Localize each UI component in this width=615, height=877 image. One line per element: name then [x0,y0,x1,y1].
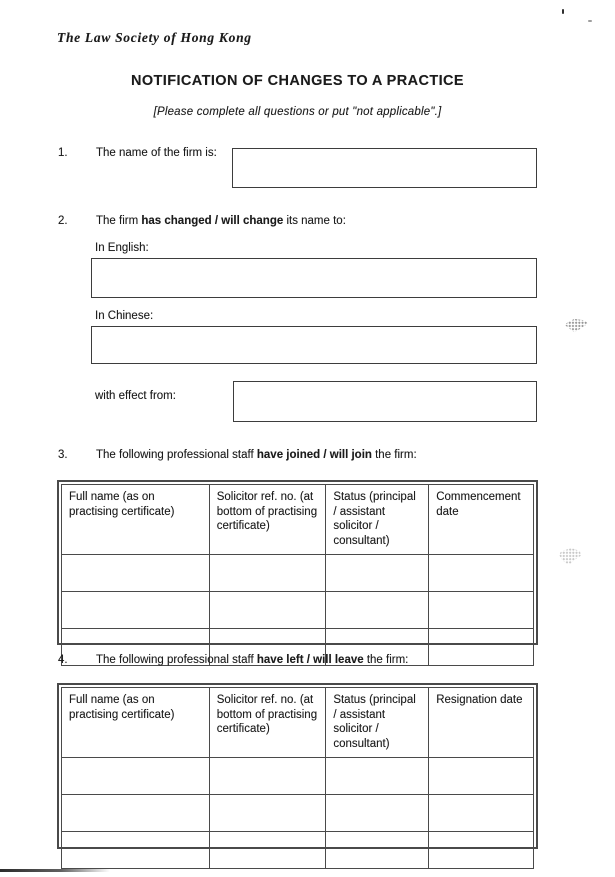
form-subtitle: [Please complete all questions or put "not applicable".] [153,106,442,118]
q2-label-pre: The firm [96,215,142,227]
q3-label-post: the firm: [371,449,417,461]
q2-number: 2. [58,215,68,227]
q4-label-bold: have left / will leave [256,654,364,666]
table-header-cell-status: Status (principal / assistant solicitor / consultant) [326,688,429,758]
scan-speck [588,20,592,22]
q4-label-pre: The following professional staff [96,654,257,666]
table-cell[interactable] [62,831,210,868]
table-cell[interactable] [62,591,210,628]
table-row [62,554,534,591]
q3-number: 3. [58,449,68,461]
table-cell[interactable] [429,554,534,591]
table-cell[interactable] [62,757,210,794]
q1-number: 1. [58,147,68,159]
q4-label [96,654,408,666]
table-cell[interactable] [326,591,429,628]
staff-left-table [57,683,538,849]
table-cell[interactable] [209,831,326,868]
effect-date-input-box[interactable] [233,381,537,422]
table-row [62,794,534,831]
table-cell[interactable] [429,794,534,831]
form-title: NOTIFICATION OF CHANGES TO A PRACTICE [131,73,464,89]
chinese-name-input-box[interactable] [91,326,537,364]
q2-label [96,215,346,227]
table-cell[interactable] [209,554,326,591]
table-cell[interactable] [429,591,534,628]
table-cell[interactable] [209,591,326,628]
in-english-label: In English: [95,242,149,254]
scan-smudge [565,318,588,333]
table-cell[interactable] [429,757,534,794]
table-cell[interactable] [209,757,326,794]
table-cell[interactable] [62,794,210,831]
table-row [62,757,534,794]
scan-smudge [559,548,581,565]
table-cell[interactable] [326,757,429,794]
table-cell[interactable] [326,554,429,591]
table-row [62,831,534,868]
table-header-row [62,485,534,555]
q3-label [96,449,417,461]
q2-label-bold: has changed / will change [141,215,284,227]
scan-edge-artifact [0,869,110,872]
table-header-cell-solicitor-ref: Solicitor ref. no. (at bottom of practising certificate) [209,688,326,758]
table-cell[interactable] [326,831,429,868]
q3-label-bold: have joined / will join [256,449,372,461]
scan-speck [562,9,564,14]
table-header-row [62,688,534,758]
table-cell[interactable] [326,794,429,831]
q4-label-post: the firm: [363,654,409,666]
table-row [62,591,534,628]
table-header-cell-resignation-date: Resignation date [429,688,534,758]
q3-label-pre: The following professional staff [96,449,257,461]
firm-name-input-box[interactable] [232,148,537,188]
table-cell[interactable] [209,794,326,831]
q4-number: 4. [58,654,68,666]
table-header-cell-commencement-date: Commencement date [429,485,534,555]
table-cell[interactable] [429,628,534,665]
org-name: The Law Society of Hong Kong [57,30,252,45]
staff-joined-table [57,480,538,645]
table-header-cell-full-name: Full name (as on practising certificate) [62,688,210,758]
table-header-cell-status: Status (principal / assistant solicitor / consultant) [326,485,429,555]
table-cell[interactable] [429,831,534,868]
q1-label: The name of the firm is: [96,147,217,159]
table-cell[interactable] [62,554,210,591]
english-name-input-box[interactable] [91,258,537,298]
table-header-cell-solicitor-ref: Solicitor ref. no. (at bottom of practising certificate) [209,485,326,555]
in-chinese-label: In Chinese: [95,310,154,322]
table-header-cell-full-name: Full name (as on practising certificate) [62,485,210,555]
effect-date-label: with effect from: [95,390,176,402]
q2-label-post: its name to: [283,215,346,227]
